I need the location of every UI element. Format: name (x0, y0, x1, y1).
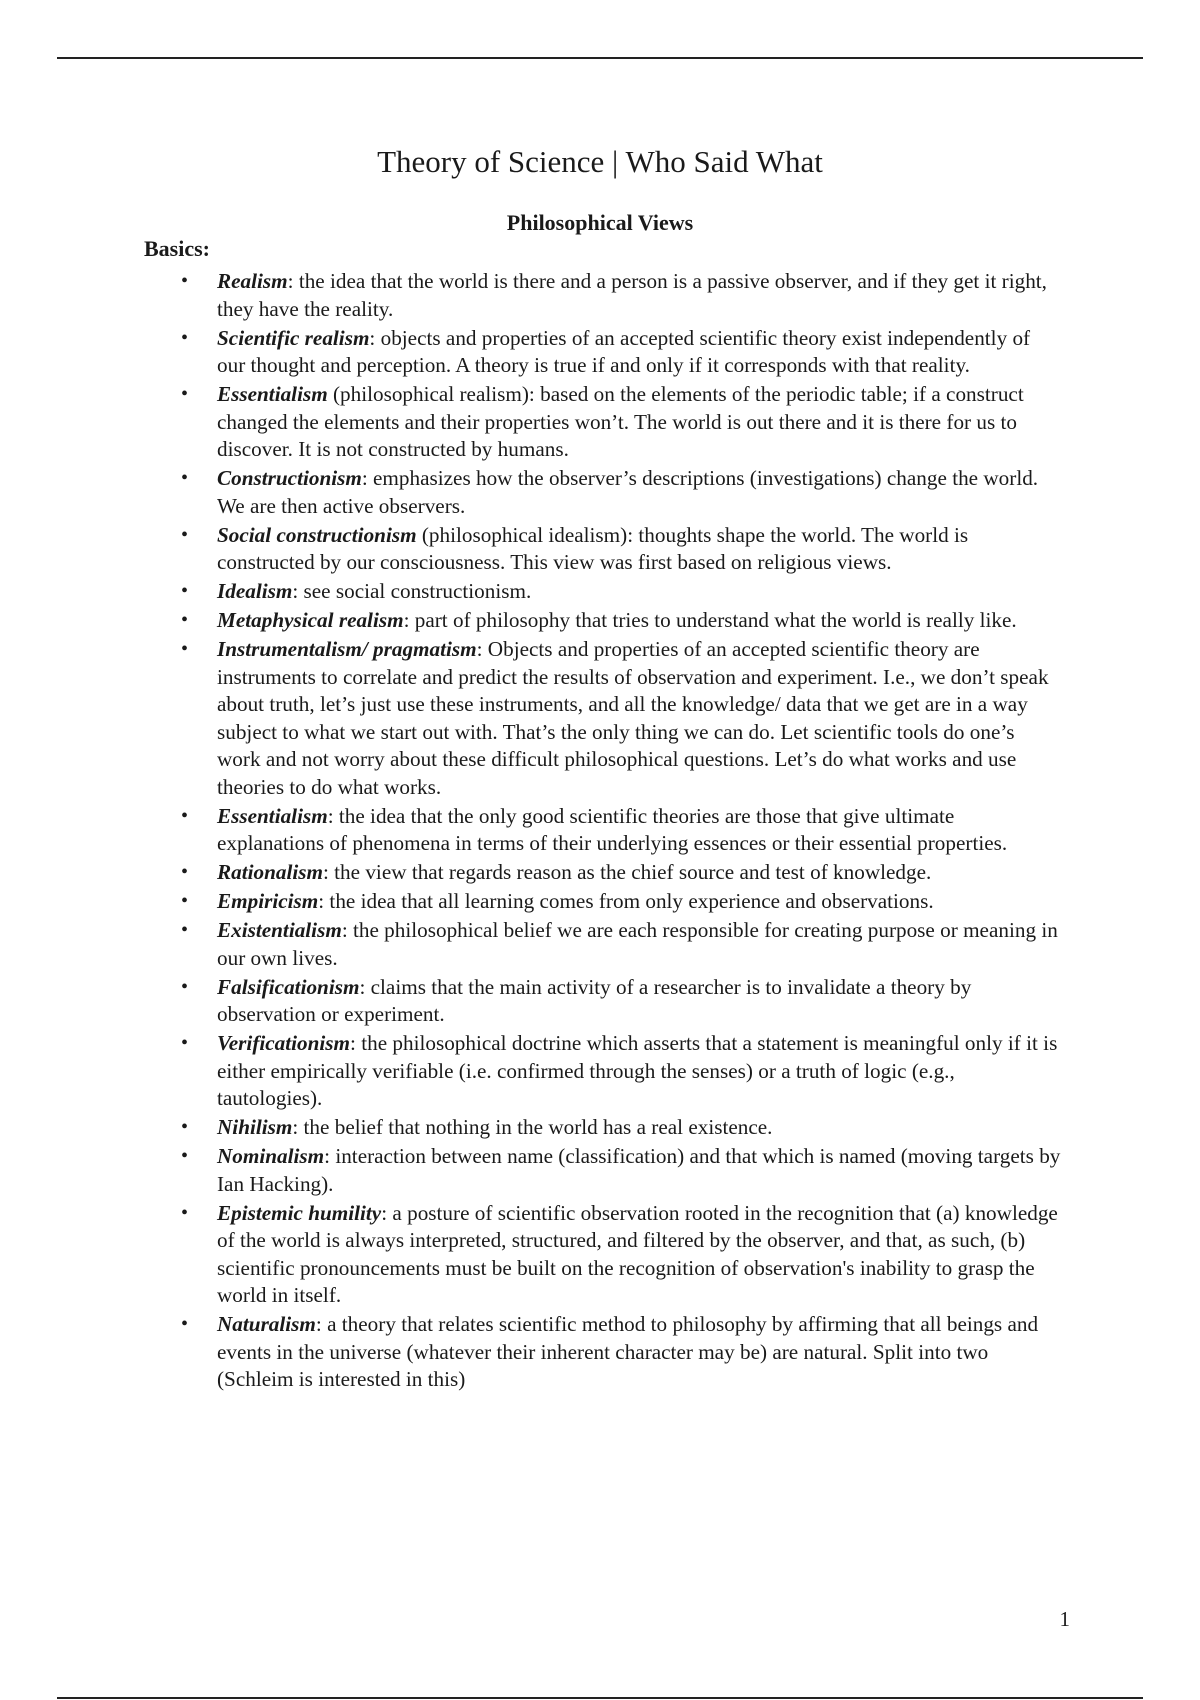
term-name: Constructionism (217, 466, 362, 490)
page-number: 1 (1059, 1607, 1070, 1631)
list-item (181, 888, 1062, 916)
list-item (181, 1200, 1062, 1310)
bullet-icon: • (181, 270, 189, 292)
term-definition: : the philosophical belief we are each responsible for creating purpose or meaning in our own lives. (217, 918, 1058, 970)
term-definition: : claims that the main activity of a researcher is to invalidate a theory by observation or experiment. (217, 974, 972, 1026)
term-name: Social constructionism (217, 522, 417, 547)
list-item (181, 607, 1062, 635)
term-definition: : the idea that all learning comes from only experience and observations. (318, 889, 934, 913)
bullet-icon: • (181, 580, 189, 602)
terms-list (181, 268, 1062, 1395)
list-item (181, 803, 1062, 858)
list-item (181, 917, 1062, 972)
term-definition: : objects and properties of an accepted scientific theory exist independently of our thought and perception. A theory is true if and only if it corresponds with that reality. (217, 325, 1031, 377)
list-item (181, 381, 1062, 464)
term-definition: : the belief that nothing in the world has a real existence. (292, 1115, 773, 1139)
bullet-icon: • (181, 1032, 189, 1054)
term-name: Rationalism (217, 860, 323, 884)
term-name: Essentialism (217, 382, 328, 406)
term-name: Nominalism (217, 1144, 325, 1168)
term-name: Nihilism (217, 1115, 293, 1139)
list-item (181, 522, 1062, 577)
bullet-icon: • (181, 1145, 189, 1167)
bullet-icon: • (181, 919, 189, 941)
term-definition: : the idea that the world is there and a person is a passive observer, and if they get it right, they have the reality. (217, 269, 1047, 321)
term-definition: : see social constructionism. (292, 579, 532, 603)
list-item (181, 1030, 1062, 1113)
term-name: Instrumentalism/ pragmatism (217, 637, 477, 661)
term-definition: : the view that regards reason as the chief source and test of knowledge. (322, 860, 932, 884)
term-name: Falsificationism (217, 974, 360, 999)
term-definition: : the idea that the only good scientific theories are those that give ultimate explanations of phenomena in terms of their underlying essences or their essential properties. (217, 803, 1008, 855)
bullet-icon: • (181, 467, 189, 489)
list-item (181, 578, 1062, 606)
term-name: Idealism (217, 579, 293, 603)
term-definition: : a theory that relates scientific method to philosophy by affirming that all beings and events in the universe (whatever their inherent character may be) are natural. Split into two (Schleim is interested in this) (217, 1312, 1039, 1391)
list-item (181, 974, 1062, 1029)
bullet-icon: • (181, 1201, 189, 1224)
list-item (181, 859, 1062, 887)
term-name: Existentialism (217, 918, 342, 942)
header-rule (57, 57, 1143, 59)
page-subtitle: Philosophical Views (506, 210, 694, 235)
list-item (181, 1311, 1062, 1394)
section-heading: Basics: (144, 236, 210, 261)
list-item (181, 636, 1062, 801)
term-definition: : the philosophical doctrine which asserts that a statement is meaningful only if it is either empirically verifiable (i.e. confirmed through the senses) or a truth of logic (e.g., tautologies). (217, 1031, 1058, 1110)
term-definition: (philosophical idealism): thoughts shape the world. The world is constructed by our consciousness. This view was first based on religious views. (217, 522, 969, 574)
list-item (181, 465, 1062, 520)
bullet-icon: • (181, 326, 189, 349)
list-item (181, 325, 1062, 380)
term-name: Metaphysical realism (217, 608, 404, 632)
bullet-icon: • (181, 890, 189, 912)
term-definition: (philosophical realism): based on the elements of the periodic table; if a construct changed the elements and their properties won’t. The world is out there and it is there for us to discover. It is not constructed by humans. (217, 382, 1024, 461)
term-definition: : part of philosophy that tries to understand what the world is really like. (403, 608, 1017, 632)
term-name: Empiricism (217, 889, 319, 913)
bullet-icon: • (181, 1313, 189, 1335)
footer-rule (57, 1697, 1143, 1699)
bullet-icon: • (181, 1116, 189, 1138)
bullet-icon: • (181, 638, 189, 660)
term-name: Essentialism (217, 803, 328, 828)
page-title: Theory of Science | Who Said What (377, 144, 823, 179)
bullet-icon: • (181, 975, 189, 998)
term-name: Epistemic humility (217, 1200, 382, 1225)
term-definition: : a posture of scientific observation rooted in the recognition that (a) knowledge of the world is always interpreted, structured, and filtered by the observer, and that, as such, (b) scientific pronouncements must be built on the recognition of observation's inability to grasp the world in itself. (217, 1200, 1058, 1307)
list-item (181, 1114, 1062, 1142)
bullet-icon: • (181, 861, 189, 883)
bullet-icon: • (181, 804, 189, 827)
bullet-icon: • (181, 523, 189, 546)
term-definition: : interaction between name (classification) and that which is named (moving targets by Ian Hacking). (217, 1144, 1061, 1196)
list-item (181, 268, 1062, 323)
list-item (181, 1143, 1062, 1198)
term-name: Naturalism (217, 1312, 316, 1336)
bullet-icon: • (181, 383, 189, 405)
term-definition: : emphasizes how the observer’s descriptions (investigations) change the world. We are then active observers. (217, 466, 1039, 518)
term-name: Scientific realism (217, 325, 370, 350)
term-name: Realism (217, 269, 288, 293)
term-name: Verificationism (217, 1031, 351, 1055)
term-definition: : Objects and properties of an accepted scientific theory are instruments to correlate and predict the results of observation and experiment. I.e., we don’t speak about truth, let’s just use these instruments, and all the knowledge/ data that we get are in a way subject to what we start out with. That’s the only thing we can do. Let scientific tools do one’s work and not worry about these difficult philosophical questions. Let’s do what works and use theories to do what works. (217, 637, 1049, 799)
bullet-icon: • (181, 609, 189, 631)
